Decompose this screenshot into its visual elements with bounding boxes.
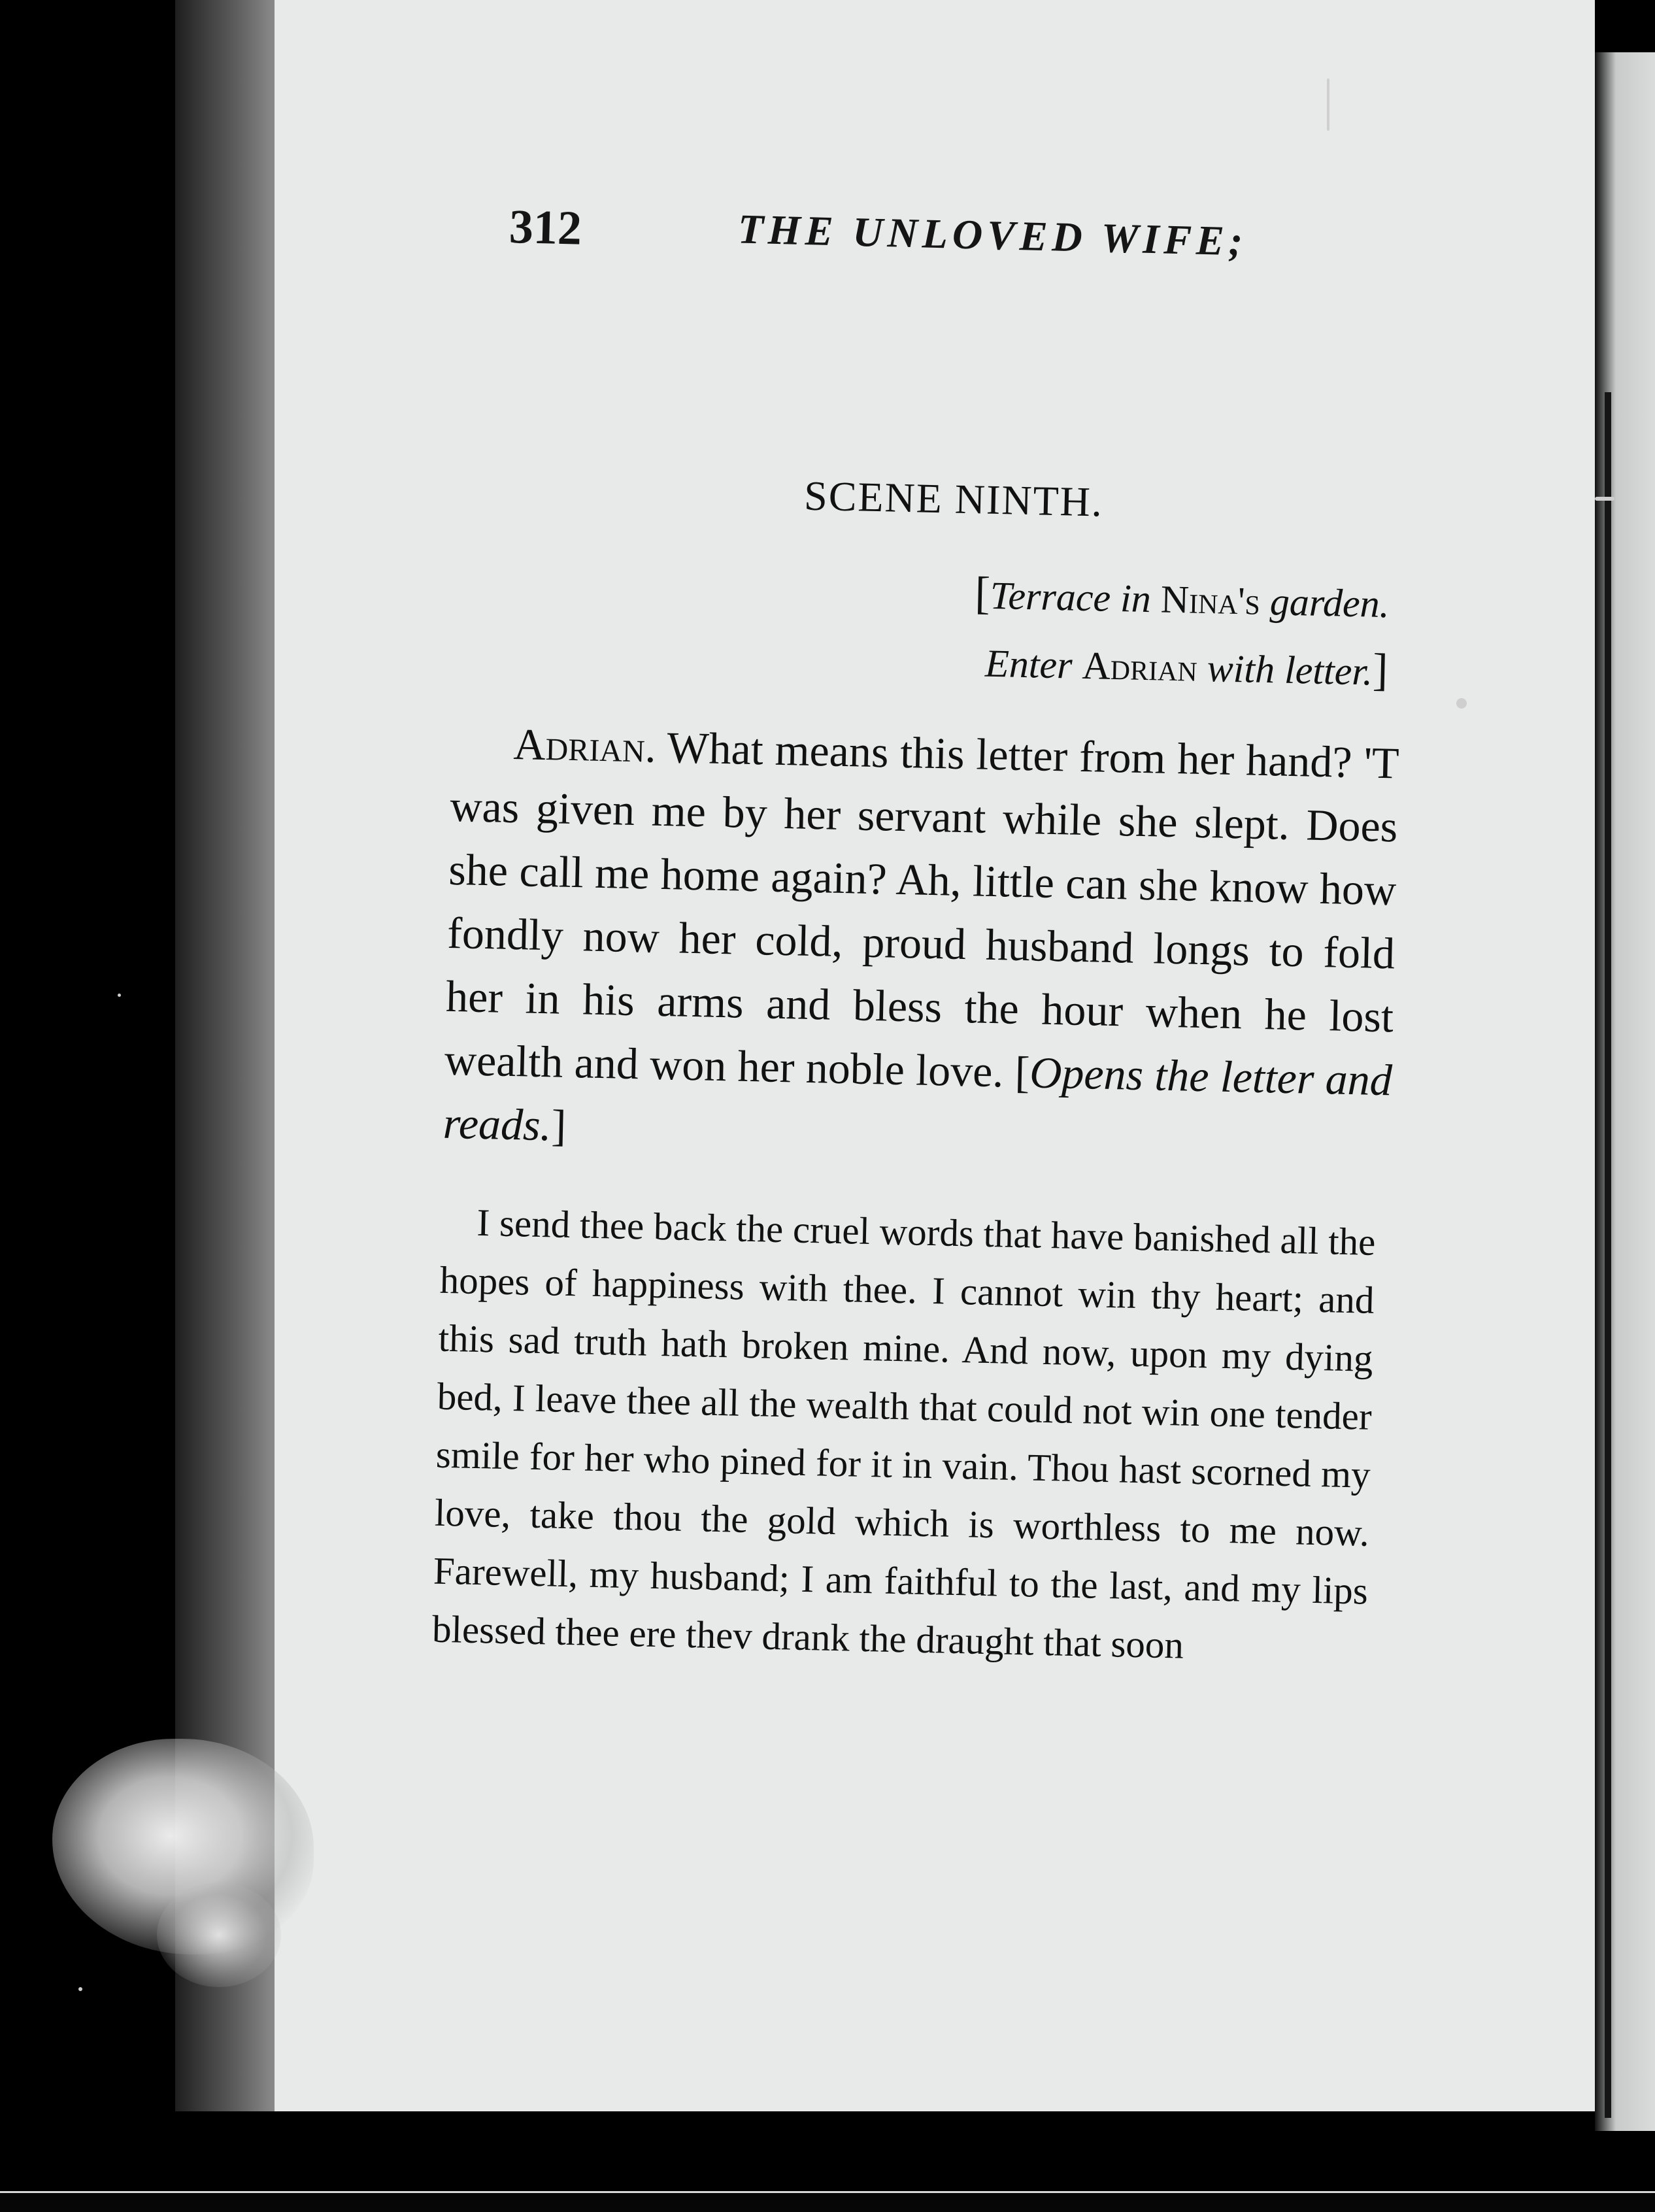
speech-text: What means this letter from her hand? 'T was given me by her servant while she slept. Does she call me home again? Ah, little can she know how fondly now her cold, proud husband longs to fold her in his arms and bless the hour when he lost wealth and won her noble love.: [444, 722, 1400, 1097]
open-bracket: [: [974, 568, 991, 619]
dust-speck: [118, 994, 121, 997]
stage-bracket-close: ]: [550, 1100, 567, 1150]
stage-text: with letter.: [1197, 646, 1373, 694]
paper-stain-small: [157, 1883, 281, 1987]
letter-text: I send thee back the cruel words that have banished all the hopes of happiness with thee. I cannot win thy heart; and this sad truth hath broken mine. And now, upon my dying bed, I leave thee all the wealth that could not win one tender smile for her who pined for it in vain. Thou hast scorned my love, take thou the gold which is worthless to me now. Farewell, my husband; I am faithful to the last, and my lips blessed thee ere thev drank the draught that soon: [431, 1200, 1377, 1667]
character-name: Adrian: [1081, 643, 1198, 690]
stage-text: Enter: [984, 641, 1083, 687]
bottom-band: [0, 2193, 1655, 2212]
facing-page-edge: [1595, 52, 1655, 2131]
inline-stage-direction: Opens the letter and reads.: [443, 1047, 1393, 1150]
running-head: THE UNLOVED WIFE;: [737, 205, 1248, 265]
speech-paragraph: [443, 711, 1399, 1175]
close-bracket: ]: [1372, 645, 1389, 696]
stage-text: garden.: [1260, 579, 1390, 626]
page-number: 312: [508, 199, 582, 256]
speaker-name: Adrian.: [512, 718, 657, 772]
dust-scratch: [1327, 78, 1329, 131]
dust-speck: [78, 1987, 82, 1991]
scene-title: SCENE NINTH.: [803, 472, 1104, 526]
character-name: Nina's: [1160, 577, 1261, 623]
gutter-line: [1605, 392, 1611, 2118]
stage-direction: [453, 549, 1403, 706]
page-body: [431, 464, 1405, 1679]
stage-text: Terrace in: [990, 573, 1162, 621]
dust-speck: [1595, 497, 1614, 501]
stage-bracket-open: [: [1014, 1047, 1031, 1098]
dust-speck: [1456, 698, 1467, 709]
